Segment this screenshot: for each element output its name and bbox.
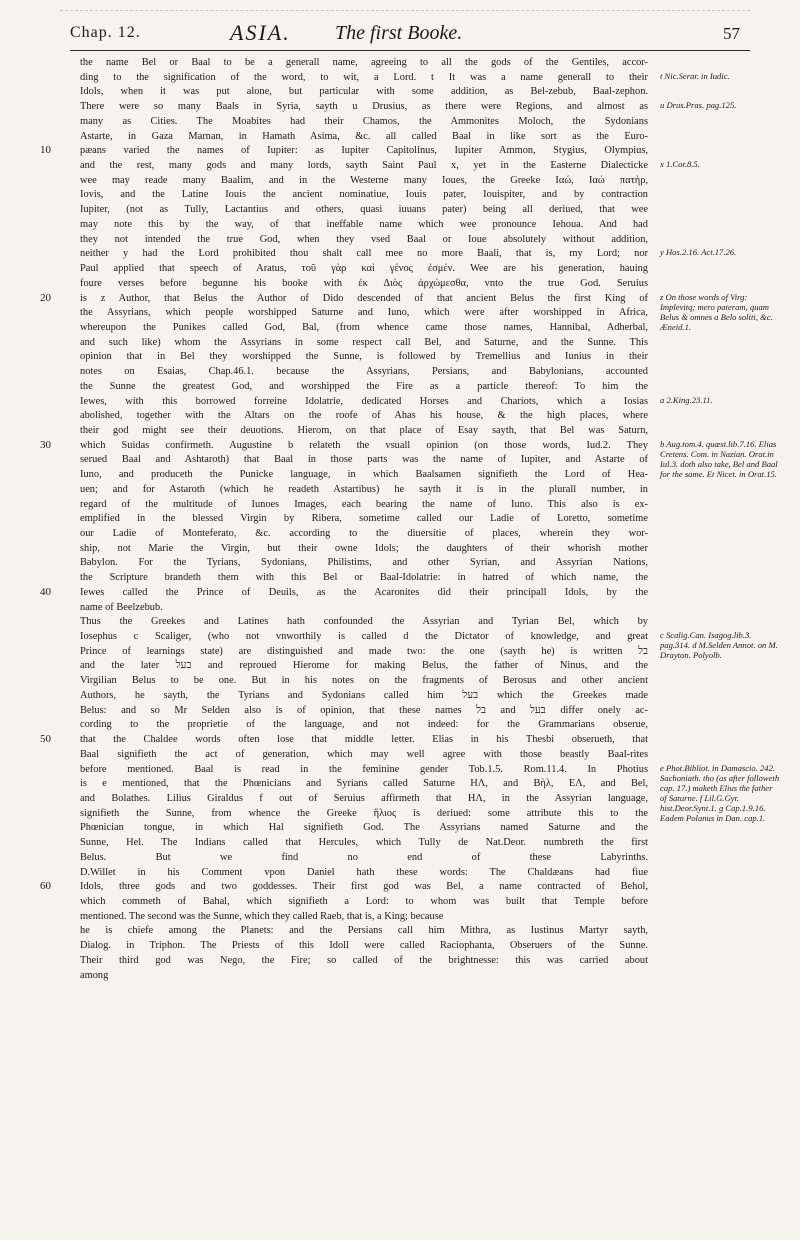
text-line: is e mentioned, that the Phœnicians and Syrians called Saturne ΗΛ, and Βὴλ, ΕΛ, and Bel, <box>80 778 648 790</box>
text-line: ship, not Marie the Virgin, but their owne Idols; the daughters of their whorish mother <box>80 542 648 554</box>
text-line: which commeth of Bahal, which signifieth a Lord: to whom was built that Temple before <box>80 895 648 907</box>
margin-notes-column <box>660 56 780 1232</box>
text-line: neither y had the Lord prohibited thou shalt call mee no more Baali, that is, my Lord; nor <box>80 248 648 260</box>
running-header <box>70 18 760 48</box>
text-line: cording to the proprietie of the language, and not indeed: for the Grammarians obserue, <box>80 719 648 731</box>
text-line: is z Author, that Belus the Author of Dido descended of that ancient Belus the first King of <box>80 292 648 304</box>
text-line: Their third god was Nego, the Fire; so called of the brightnesse: this was carried about <box>80 954 648 966</box>
text-line: Prince of learnings state) are distinguished and made two: the one (sayth he) is written בל <box>80 645 648 657</box>
page-number: 57 <box>723 24 740 43</box>
text-line: emplified in the blessed Virgin by Ribera, sometime called our Ladie of Loretto, sometime <box>80 513 648 525</box>
margin-note: b Aug.tom.4. quæst.lib.7.16. Elias Cretens. Com. in Nazian. Orat.in Iul.3. doth also take, Bel and Baal for the same. Et Nicet. in Orat.15. <box>660 438 778 479</box>
top-edge-rule <box>60 10 750 15</box>
margin-note: u Drus.Pras. pag.125. <box>660 100 737 111</box>
chapter-label: Chap. 12. <box>70 24 141 41</box>
region-title: ASIA. <box>230 20 291 45</box>
text-line: opinion that in Bel they worshipped the Sunne, is followed by Tremellius and Iunius in their <box>80 351 648 363</box>
text-line: There were so many Baals in Syria, sayth u Drusius, as there were Regions, and almost as <box>80 101 648 113</box>
book-title: The first Booke. <box>335 22 463 44</box>
line-number: 50 <box>40 733 51 746</box>
margin-note: c Scalig.Can. Isagog.lib.3. pag.314. d M.Selden Annot. on M. Drayton. Polyolb. <box>660 630 778 661</box>
text-line: the Assyrians, which people worshipped Saturne and Iuno, which were after worshipped in Africa, <box>80 307 648 319</box>
text-line: Sunne, Hel. The Indians called that Hercules, which Tully de Nat.Deor. numbreth the first <box>80 837 648 849</box>
line-number: 60 <box>40 880 51 893</box>
line-number: 30 <box>40 438 51 451</box>
text-line: that the Chaldee words often lose that middle letter. Elias in his Thesbi obserueth, that <box>80 734 648 746</box>
text-line: and the rest, many gods and many lords, sayth Saint Paul x, yet in the Easterne Dialecticke <box>80 160 648 172</box>
text-line: they not intended the true God, when they vsed Baal or Ioue absolutely without addition, <box>80 233 648 245</box>
text-line: Iewes called the Prince of Deuils, as the Acaronites did their principall Idols, by the <box>80 586 648 598</box>
text-line: among <box>80 969 109 981</box>
text-line: our Ladie of Monteferato, &c. according to the diuersitie of places, wherein they wor- <box>80 528 648 539</box>
text-line: notes on Esaias, Chap.46.1. because the Assyrians, Persians, and Babylonians, accounted <box>80 366 648 378</box>
text-line: and the later בעל and reproued Hierome for making Belus, the father of Ninus, and the <box>80 660 648 672</box>
text-line: before mentioned. Baal is read in the feminine gender Tob.1.5. Rom.11.4. In Photius <box>80 763 648 775</box>
text-line: pæans varied the names of Iupiter: as Iupiter Capitolinus, Iupiter Ammon, Stygius, Olympius, <box>80 145 648 157</box>
main-text-column <box>80 56 648 1232</box>
text-line: and such like) whom the Assyrians in some respect call Bel, and Saturne, and the Sunne. This <box>80 336 648 348</box>
text-line: Dialog. in Triphon. The Priests of this Idoll were called Raciophanta, Obseruers of the Sunne. <box>80 940 648 952</box>
line-number: 20 <box>40 291 51 304</box>
text-line: he is chiefe among the Planets: and the Persians call him Mithra, as Iustinus Martyr sayth, <box>80 925 648 937</box>
text-line: the name Bel or Baal to be a generall name, agreeing to all the gods of the Gentiles, accor- <box>80 57 648 68</box>
text-line: Belus: and so Mr Selden also is of opinion, that these names בל and בעל differ onely ac- <box>80 704 648 716</box>
line-number: 40 <box>40 585 51 598</box>
margin-note: e Phot.Bibliot. in Damascio. 242. Sachoniath. tho (as after followeth cap. 17.) maketh Elius the father of Saturne. f Lil.G.Gyr. hist.Deor.Synt.1. g Cap.1.9.16. Eadem Polanus in Dan. cap.1. <box>660 762 780 823</box>
text-line: Idols, when it was put alone, but particular with some addition, as Bel-zebub, Baal-zephon. <box>80 86 648 98</box>
text-line: ding to the signification of the word, to wit, a Lord. t It was a name generall to their <box>80 71 648 83</box>
text-line: Baal signifieth the act of generation, which may well agree with those beastly Baal-rites <box>80 748 648 760</box>
text-line: wee may reade many Baalim, and in the Westerne many Ioues, the Greeke Ιαώ, Ιαώ πατὴρ, <box>80 174 648 186</box>
text-line: Belus. But we find no end of these Labyrinths. <box>80 851 648 863</box>
text-line: their god might see their deuotions. Hierom, on that place of Esay sayth, that Bel was Saturn, <box>80 424 648 436</box>
text-line: Idols, three gods and two goddesses. Their first god was Bel, a name contracted of Behol, <box>80 881 648 893</box>
margin-note: x 1.Cor.8.5. <box>660 159 700 170</box>
text-line: the Scripture brandeth them with this Bel or Baal-Idolatrie: in hatred of which name, the <box>80 572 648 584</box>
text-line: regard of the multitude of Iunoes Images, each bearing the name of Iuno. This also is ex- <box>80 498 648 510</box>
line-number: 10 <box>40 144 51 157</box>
text-line: Iuno, and produceth the Punicke language, in which Baalsamen signifieth the Lord of Hea- <box>80 469 648 481</box>
text-line: the Sunne the greatest God, and worshipped the Fire as a particle thereof: To him the <box>80 380 648 392</box>
text-line: Virgilian Belus to be one. But in his notes on the fragments of Berosus and other ancient <box>80 675 648 687</box>
text-line: serued Baal and Ashtaroth) that Baal in those parts was the name of Iupiter, and Astarte of <box>80 454 648 466</box>
text-line: D.Willet in his Comment vpon Daniel hath these words: The Chaldæans had fiue <box>80 866 648 878</box>
text-line: Iosephus c Scaliger, (who not vnworthily is called d the Dictator of knowledge, and great <box>80 631 648 643</box>
text-line: mentioned. The second was the Sunne, which they called Raeb, that is, a King; because <box>80 910 444 922</box>
text-line: Paul applied that speech of Aratus, τοῦ γὰρ καὶ γένος ἐσμέν. Wee are his generation, hauing <box>80 263 648 275</box>
text-line: Thus the Greekes and Latines hath confounded the Assyrian and Tyrian Bel, which by <box>80 616 648 628</box>
margin-note: t Nic.Serar. in Iudic. <box>660 70 730 81</box>
text-line: whereupon the Punikes called God, Bal, (from whence came those names, Hannibal, Adherbal, <box>80 321 648 333</box>
text-line: Iovis, and the Latine Iouis the ancient nominatiue, Iouis pater, Iouispiter, and by contraction <box>80 189 648 201</box>
header-rule <box>70 50 750 51</box>
text-line: foure verses before begunne his booke with ἐκ Διὸς ἀρχώμεσθα, vnto the true God. Seruius <box>80 277 648 289</box>
text-line: which Suidas confirmeth. Augustine b relateth the vsuall opinion (on those words, Iud.2. They <box>80 439 648 451</box>
margin-note: a 2.King.23.11. <box>660 394 713 405</box>
text-line: name of Beelzebub. <box>80 601 163 613</box>
margin-note: y Hos.2.16. Act.17.26. <box>660 247 737 258</box>
text-line: Phœnician tongue, in which Hal signifieth God. The Assyrians named Saturne and the <box>80 822 648 834</box>
text-line: may note this by the way, of that ineffable name which wee pronounce Iehoua. And had <box>80 218 648 230</box>
text-line: abolished, together with the Altars on the roofe of Ahas his house, & the high places, where <box>80 410 648 422</box>
line-number-gutter <box>40 56 70 1232</box>
text-line: many as Cities. The Moabites had their Chamos, the Ammonites Moloch, the Sydonians <box>80 115 648 127</box>
text-line: and Bolathes. Lilius Giraldus f out of Seruius affirmeth that ΗΛ, in the Assyrian language, <box>80 792 648 804</box>
margin-note: z On those words of Virg: Implevitq; mero pateram, quam Belus & omnes a Belo soliti, &c. Æneid.1. <box>660 291 773 332</box>
text-line: Iewes, with this borrowed forreine Idolatrie, dedicated Horses and Chariots, which a Iosias <box>80 395 648 407</box>
text-line: signifieth the Sunne, from whence the Greeke ἥλιος is deriued: some attribute this to the <box>80 807 648 819</box>
text-line: Iupiter, (not as Tully, Lactantius and others, quasi iuuans pater) being all deriued, that wee <box>80 204 648 216</box>
text-line: Astarte, in Gaza Marnan, in Hamath Asima, &c. all called Baal in like sort as the Euro- <box>80 130 648 142</box>
text-line: Babylon. For the Tyrians, Sydonians, Philistims, and other Syrian, and Assyrian Nations, <box>80 557 648 569</box>
text-line: Authors, he sayth, the Tyrians and Sydonians called him בעל which the Greekes made <box>80 689 648 701</box>
text-line: uen; and for Astaroth (which he readeth Astartibus) he sayth it is in the plurall number, in <box>80 483 648 495</box>
